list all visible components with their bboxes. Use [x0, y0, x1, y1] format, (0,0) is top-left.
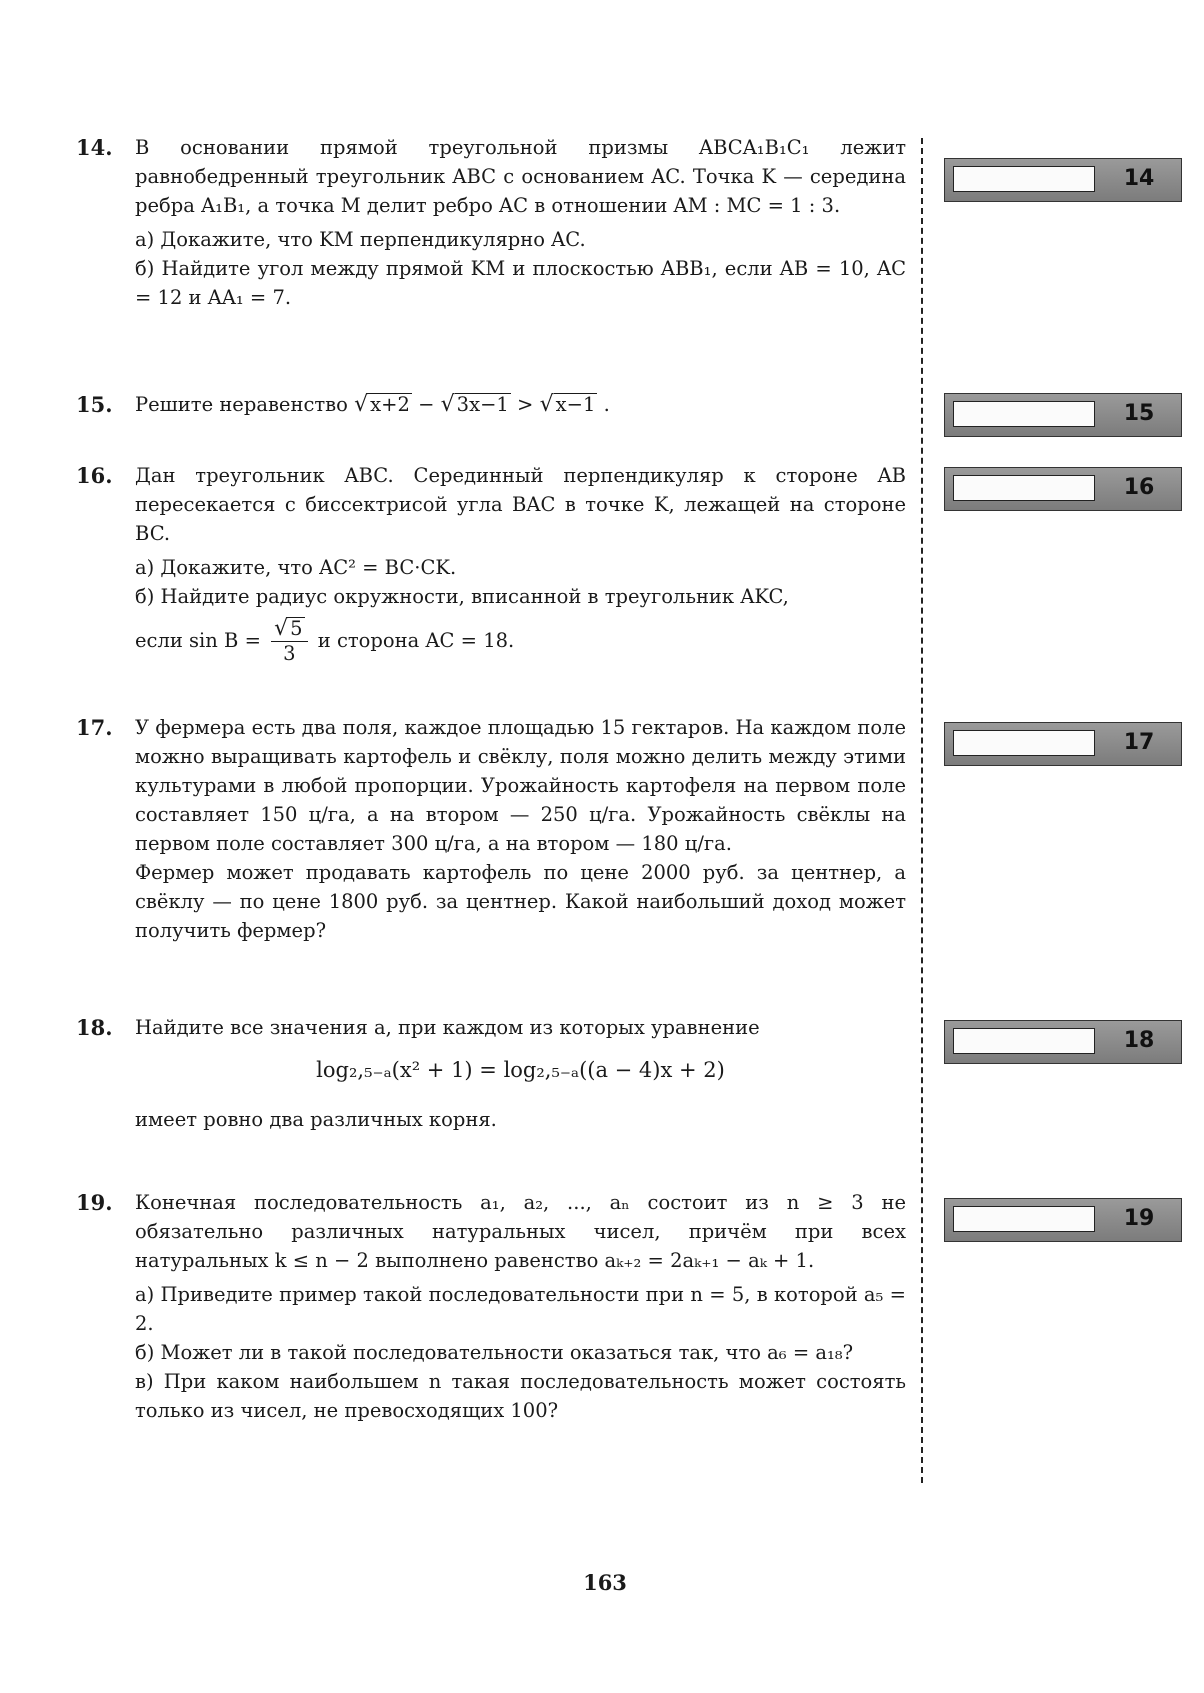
answer-box-19	[944, 1198, 1182, 1242]
problem-17	[76, 713, 906, 950]
answer-box-label: 17	[1123, 730, 1155, 755]
page-number: 163	[583, 1570, 627, 1595]
problem-statement: Дан треугольник ABC. Серединный перпендикуляр к стороне AB пересекается с биссектрисой угла BAC в точке K, лежащей на стороне BC.	[135, 464, 906, 545]
radicand-1: x+2	[370, 393, 410, 416]
problem-question: имеет ровно два различных корня.	[135, 1108, 497, 1131]
operator: >	[517, 393, 534, 416]
problem-part-b: б) Найдите радиус окружности, вписанной в треугольник AKC,	[135, 585, 789, 608]
log-equation: log₂,₅₋ₐ(x² + 1) = log₂,₅₋ₐ((a − 4)x + 2)	[316, 1058, 725, 1082]
answer-box-18	[944, 1020, 1182, 1064]
answer-box-label: 15	[1123, 401, 1155, 426]
answer-box-15	[944, 393, 1182, 437]
problem-statement: У фермера есть два поля, каждое площадью 15 гектаров. На каждом поле можно выращивать картофель и свёклу, поля можно делить между этими культурами в любой пропорции. Урожайность картофеля на первом поле составляет 150 ц/га, а на втором — 250 ц/га. Урожайность свёклы на первом поле составляет 300 ц/га, а на втором — 180 ц/га.	[135, 716, 906, 855]
answer-box-14	[944, 158, 1182, 202]
problem-16	[76, 461, 906, 671]
problem-number: 16.	[76, 463, 113, 488]
problem-number: 17.	[76, 715, 113, 740]
radicand-3: x−1	[555, 393, 596, 416]
problem-18	[76, 1013, 906, 1139]
answer-box-label: 19	[1123, 1206, 1155, 1231]
problem-number: 14.	[76, 135, 113, 160]
problem-statement: Конечная последовательность a₁, a₂, ..., aₙ состоит из n ≥ 3 не обязательно различных натуральных чисел, причём при всех натуральных k ≤ n − 2 выполнено равенство aₖ₊₂ = 2aₖ₊₁ − aₖ + 1.	[135, 1191, 906, 1272]
answer-box-label: 14	[1123, 166, 1155, 191]
answer-box-16	[944, 467, 1182, 511]
cut-line	[921, 138, 923, 1483]
problem-15	[76, 390, 906, 424]
problem-14	[76, 133, 906, 317]
answer-field[interactable]	[953, 401, 1095, 427]
problem-part-a: а) Приведите пример такой последовательности при n = 5, в которой a₅ = 2.	[135, 1283, 906, 1335]
problem-statement: Решите неравенство √ x+2 − √ 3x−1 > √ x−1 .	[135, 392, 610, 417]
problem-number: 15.	[76, 392, 113, 417]
radicand-2: 3x−1	[456, 393, 509, 416]
answer-field[interactable]	[953, 730, 1095, 756]
problem-number: 19.	[76, 1190, 113, 1215]
answer-field[interactable]	[953, 1028, 1095, 1054]
fraction-numerator: 5	[290, 617, 303, 640]
problem-question: Фермер может продавать картофель по цене 2000 руб. за центнер, а свёклу — по цене 1800 руб. за центнер. Какой наибольший доход может получить фермер?	[135, 861, 906, 942]
problem-part-b: б) Найдите угол между прямой KM и плоскостью ABB₁, если AB = 10, AC = 12 и AA₁ = 7.	[135, 257, 906, 309]
problem-number: 18.	[76, 1015, 113, 1040]
inequality-prefix: Решите неравенство	[135, 393, 348, 416]
problem-part-a: а) Докажите, что AC² = BC·CK.	[135, 556, 457, 579]
answer-box-17	[944, 722, 1182, 766]
problem-statement: Найдите все значения a, при каждом из которых уравнение	[135, 1016, 760, 1039]
condition-suffix: и сторона AC = 18.	[317, 629, 515, 652]
problem-part-b: б) Может ли в такой последовательности оказаться так, что a₆ = a₁₈?	[135, 1341, 854, 1364]
answer-box-label: 18	[1123, 1028, 1155, 1053]
sin-fraction: $\frac{√ 5}{3}$	[271, 617, 307, 666]
fraction-denominator: 3	[283, 642, 296, 665]
answer-field[interactable]	[953, 1206, 1095, 1232]
operator: −	[418, 393, 435, 416]
problem-19	[76, 1188, 906, 1430]
problem-part-a: а) Докажите, что KM перпендикулярно AC.	[135, 228, 586, 251]
problem-condition	[135, 617, 906, 666]
problem-statement: В основании прямой треугольной призмы ABCA₁B₁C₁ лежит равнобедренный треугольник ABC с основанием AC. Точка K — середина ребра A₁B₁, а точка M делит ребро AC в отношении AM : MC = 1 : 3.	[135, 136, 906, 217]
answer-box-label: 16	[1123, 475, 1155, 500]
terminal-period: .	[603, 393, 610, 416]
problem-part-c: в) При каком наибольшем n такая последовательность может состоять только из чисел, не превосходящих 100?	[135, 1370, 906, 1422]
condition-prefix: если sin B =	[135, 629, 261, 652]
answer-field[interactable]	[953, 475, 1095, 501]
answer-field[interactable]	[953, 166, 1095, 192]
